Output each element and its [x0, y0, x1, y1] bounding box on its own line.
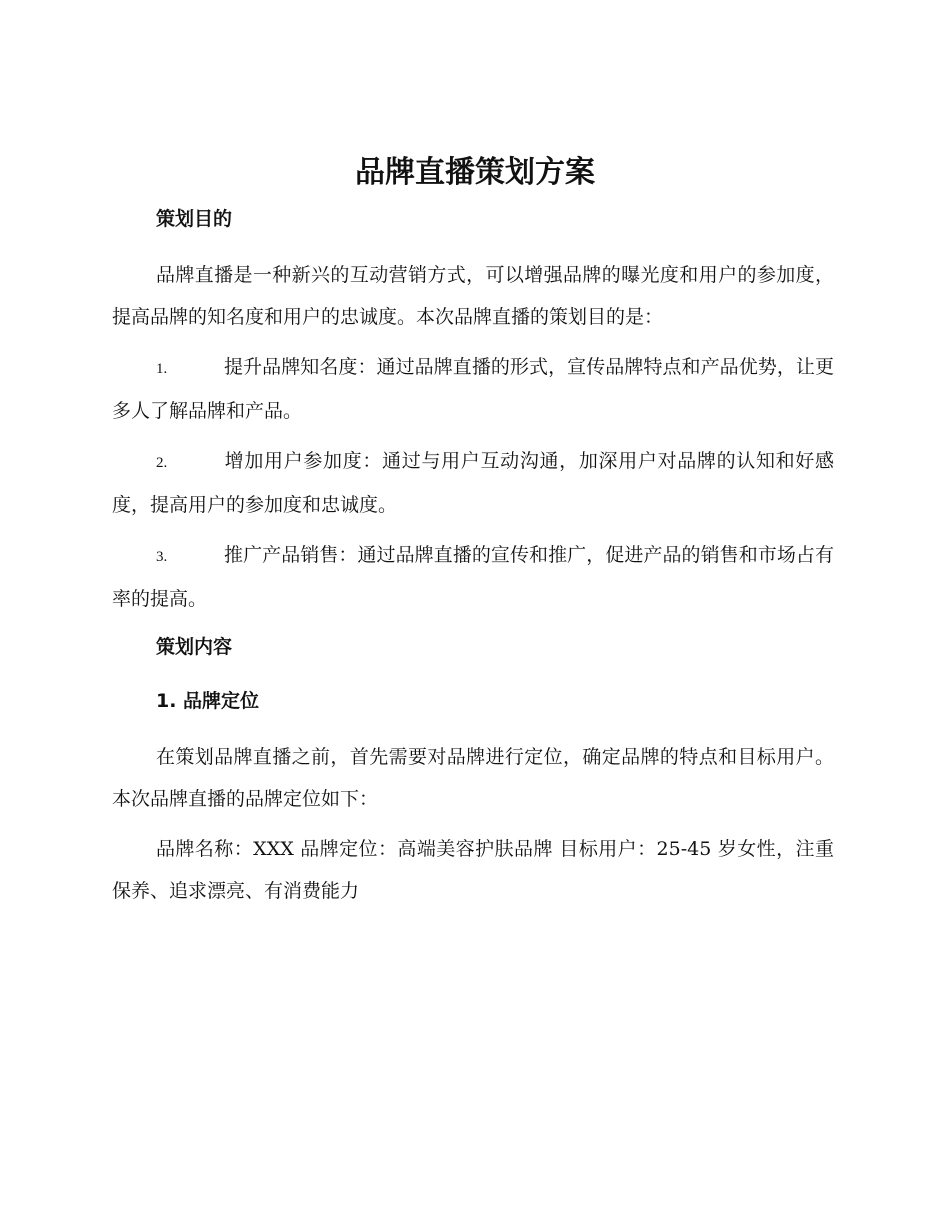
goal-item-3 — [112, 534, 834, 620]
document-title: 品牌直播策划方案 — [355, 155, 595, 190]
goal-text: 推广产品销售：通过品牌直播的宣传和推广，促进产品的销售和市场占有率的提高。 — [112, 544, 834, 610]
document-body — [112, 200, 834, 920]
goal-text: 提升品牌知名度：通过品牌直播的形式，宣传品牌特点和产品优势，让更多人了解品牌和产品。 — [112, 356, 834, 422]
goal-number: 2. — [156, 455, 168, 471]
positioning-detail-paragraph: 品牌名称：XXX 品牌定位：高端美容护肤品牌 目标用户：25-45 岁女性，注重保养、追求漂亮、有消费能力 — [112, 838, 834, 902]
goal-text: 增加用户参加度：通过与用户互动沟通，加深用户对品牌的认知和好感度，提高用户的参加度和忠诚度。 — [112, 450, 834, 516]
goal-number: 3. — [156, 549, 168, 565]
goal-number: 1. — [156, 361, 168, 377]
section-heading-content: 策划内容 — [156, 636, 233, 658]
positioning-intro-paragraph: 在策划品牌直播之前，首先需要对品牌进行定位，确定品牌的特点和目标用户。本次品牌直播的品牌定位如下： — [112, 746, 834, 810]
subsection-heading-positioning: 1. 品牌定位 — [156, 690, 260, 712]
goal-item-1 — [112, 346, 834, 432]
goal-item-2 — [112, 440, 834, 526]
purpose-intro-paragraph: 品牌直播是一种新兴的互动营销方式，可以增强品牌的曝光度和用户的参加度，提高品牌的知名度和用户的忠诚度。本次品牌直播的策划目的是： — [112, 264, 834, 328]
section-heading-purpose: 策划目的 — [156, 208, 233, 230]
